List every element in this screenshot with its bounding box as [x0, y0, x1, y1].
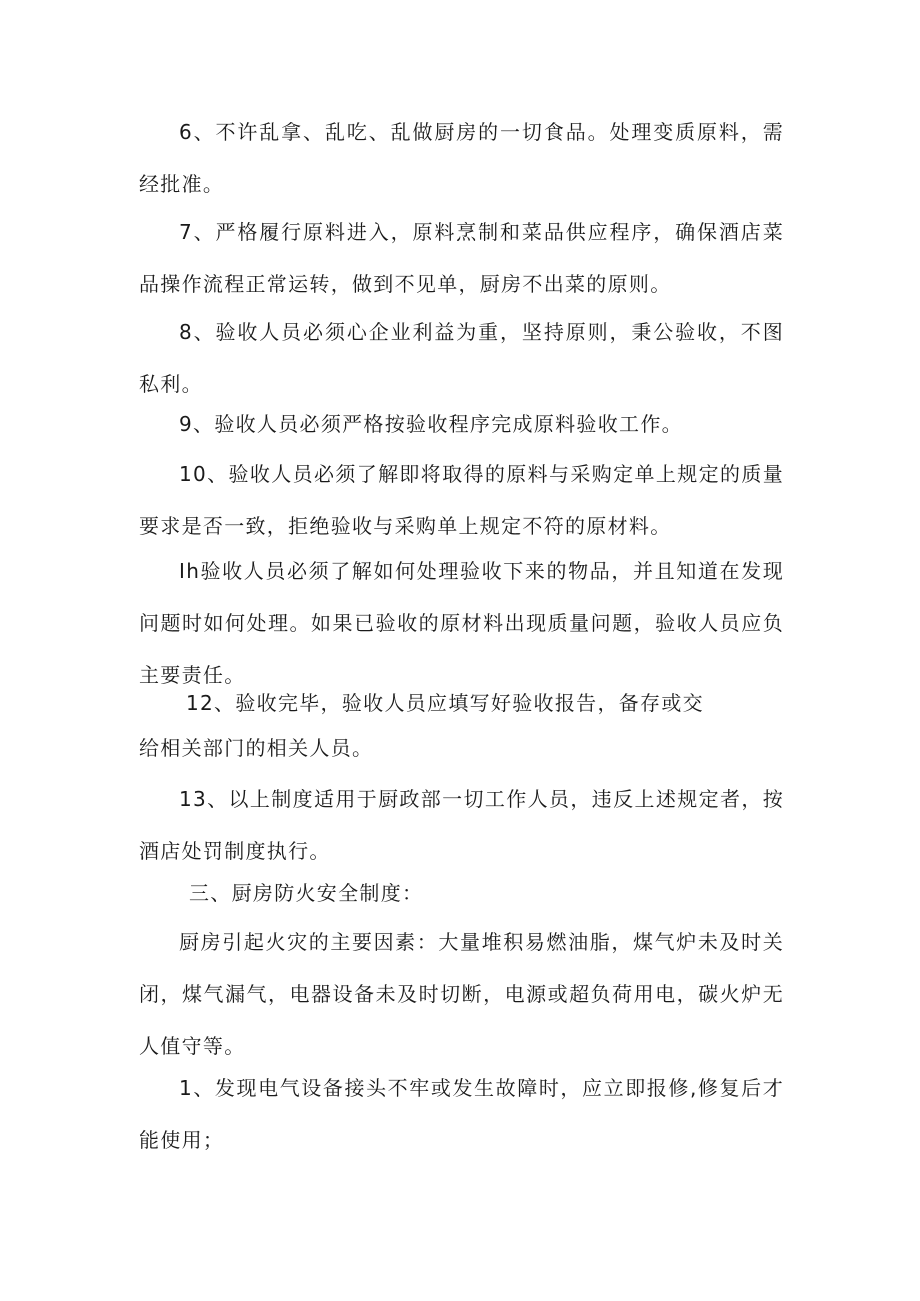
paragraph-item-11: Ih验收人员必须了解如何处理验收下来的物品，并且知道在发现问题时如何处理。如果已验收的原材料出现质量问题，验收人员应负主要责任。 [139, 559, 784, 687]
paragraph-item-12-line1: 12、验收完毕，验收人员应填写好验收报告，备存或交 [186, 691, 704, 715]
paragraph-item-12-line2: 给相关部门的相关人员。 [139, 736, 374, 760]
paragraph-item-7: 7、严格履行原料进入，原料烹制和菜品供应程序，确保酒店菜品操作流程正常运转，做到不见单，厨房不出菜的原则。 [139, 220, 784, 296]
paragraph-fire-causes: 厨房引起火灾的主要因素：大量堆积易燃油脂，煤气炉未及时关闭，煤气漏气，电器设备未及时切断，电源或超负荷用电，碳火炉无人值守等。 [139, 930, 784, 1058]
paragraph-item-8: 8、验收人员必须心企业利益为重，坚持原则，秉公验收，不图私利。 [139, 320, 784, 396]
paragraph-item-13: 13、以上制度适用于厨政部一切工作人员，违反上述规定者，按酒店处罚制度执行。 [139, 787, 784, 863]
section-heading: 三、厨房防火安全制度： [189, 881, 424, 905]
paragraph-item-6: 6、不许乱拿、乱吃、乱做厨房的一切食品。处理变质原料，需经批准。 [139, 120, 784, 196]
paragraph-item-9: 9、验收人员必须严格按验收程序完成原料验收工作。 [179, 412, 683, 436]
paragraph-item-10: 10、验收人员必须了解即将取得的原料与采购定单上规定的质量要求是否一致，拒绝验收与采购单上规定不符的原材料。 [139, 462, 784, 538]
paragraph-fire-item-1: 1、发现电气设备接头不牢或发生故障时，应立即报修,修复后才能使用； [139, 1076, 784, 1152]
